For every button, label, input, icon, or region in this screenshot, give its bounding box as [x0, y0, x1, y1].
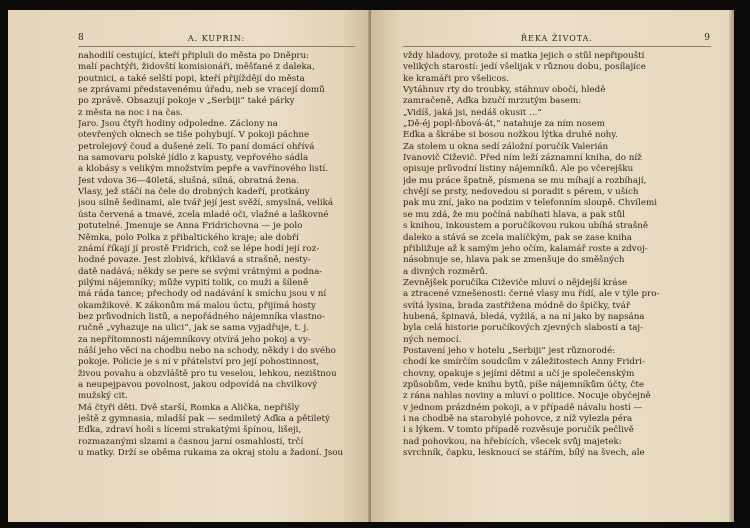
text-line: „Dě-éj popl-ňbová-át,“ natahuje za ním nosem — [403, 119, 606, 130]
text-line: chodí ke smírčím soudcům v záležitostech Anny Fridri- — [403, 357, 645, 368]
text-line: rozmazanými slzami a časnou jarní osmahlostí, trčí — [78, 436, 304, 447]
text-line: daleko a stává se zcela malíčkým, pak se zase kniha — [403, 232, 632, 243]
text-line: ných nemocí. — [403, 334, 462, 345]
text-line: Ivanovič Čiževič. Před ním leží záznamní kniha, do níž — [403, 153, 642, 164]
text-line: Jest vdova 36—40letá, slušná, silná, obratná žena. — [78, 175, 300, 186]
text-line: z města na noc i na čas. — [78, 107, 183, 118]
text-line: poutnici, a také selští popi, kteří přijíždějí do města — [78, 73, 305, 84]
text-line: známí říkají jí prostě Fridrich, což se lépe hodí její roz- — [78, 243, 320, 254]
text-line: se mu zdá, že mu počíná nabíhati hlava, a pak stůl — [403, 209, 625, 220]
right-page — [371, 10, 729, 522]
text-line: bez průvodních listů, a nepořádného nájemníka vlastno- — [78, 311, 325, 322]
text-line: a divných rozměrů. — [403, 266, 488, 277]
left-page-number: 8 — [78, 33, 85, 43]
text-line: potutelné. Jmenuje se Anna Fridrichovna — je polo — [78, 221, 303, 232]
text-line: hubená, špinavá, bledá, vyžilá, a na ní jako by napsána — [403, 311, 645, 322]
text-line: okamžikové. K zákonům má malou úctu, přijímá hosty — [78, 300, 316, 311]
text-line: byla celá historie poručíkových zjevných slabostí a taj- — [403, 323, 644, 334]
text-line: za nepřítomnosti nájemníkovy otvírá jeho pokoj a vy- — [78, 334, 311, 345]
text-line: ještě z gymnasia, mladší pak — sedmiletý Aďka a pětiletý — [78, 414, 330, 424]
text-line: ke kramáři pro všelicos. — [403, 73, 509, 84]
text-line: jde mu práce špatně, písmena se mu míhají a rozbíhají, — [403, 175, 647, 186]
page-edge — [729, 10, 734, 522]
right-running-title: ŘEKA ŽIVOTA. — [521, 34, 593, 43]
text-line: pak mu zní, jako na podzim v telefonním sloupě. Chvílemi — [403, 198, 657, 209]
text-line: svítá lysina, brada zastřižena módně do špičky, tvář — [403, 300, 631, 311]
text-line: přibližuje až k samým jeho očím, kalamář roste a zdvoj- — [403, 243, 648, 254]
left-running-title: A. KUPRIN: — [187, 34, 246, 43]
text-line: nad pohovkou, na hřebících, všecek svůj majetek: — [403, 436, 622, 447]
text-line: „Vidíš, jaká jsi, nedáš okusit ...“ — [403, 107, 542, 118]
text-line: s knihou, inkoustem a poručíkovou rukou ubíhá strašně — [403, 221, 649, 232]
text-line: pilými nájemníky; může vypití tolik, co muži a šíleně — [78, 277, 309, 288]
text-line: ručně „vyhazuje na ulici“, jak se sama vyjadřuje, t. j. — [78, 323, 310, 334]
text-line: chovny, opakuje s jejími dětmi a učí je společenským — [403, 368, 635, 379]
text-line: u matky. Drží se oběma rukama za okraj stolu a žadoní. Jsou — [78, 448, 344, 459]
text-line: Zevnějšek poručíka Čiževiče mluví o nějdejší kráse — [403, 277, 628, 288]
text-line: Postavení jeho v hotelu „Serbiji“ jest různorodé: — [403, 345, 616, 356]
text-line: po zprávě. Obsazují pokoje v „Serbiji“ také párky — [78, 96, 295, 107]
text-line: pokoje. Policie je s ní v přátelství pro její pohostinnost, — [78, 357, 320, 368]
text-line: Němka, polo Polka z přibaltického kraje; ale dobří — [78, 232, 299, 243]
text-line: chvějí se prsty, nedovedou si poradit s pérem, v uších — [403, 187, 639, 198]
right-page-text — [403, 51, 711, 459]
left-page — [8, 10, 371, 522]
text-line: i s lýkem. V tomto případě rozvěsuje poručík pečlivě — [403, 425, 634, 436]
left-page-header — [78, 30, 355, 47]
text-line: násobnuje se, hlava pak se zmenšuje do směšných — [403, 255, 625, 266]
text-line: otevřených oknech se tiše pohybují. V pokoji páchne — [78, 130, 310, 141]
text-line: hodné povaze. Jest zlobivá, křiklavá a strašně, nesty- — [78, 255, 311, 266]
text-line: Za stolem u okna sedí záložní poručík Valerián — [403, 141, 609, 152]
open-book — [8, 10, 734, 522]
left-page-text — [78, 51, 355, 459]
text-line: Eďka, zdraví hoši s lícemi strakatými špínou, lišeji, — [78, 425, 302, 436]
right-page-header — [403, 30, 711, 47]
text-line: Eďka a škrábe si bosou nožkou lýtka druhé nohy. — [403, 130, 618, 141]
text-line: mužský cit. — [78, 391, 128, 402]
text-line: Vlasy, jež stáčí na čele do drobných kadeří, protkány — [78, 187, 310, 198]
text-line: i na chodbě na starobylé pohovce, z níž vylezla péra — [403, 414, 633, 424]
text-line: živou povahu a obzvláště pro tu veselou, lehkou, nezištnou — [78, 368, 337, 379]
text-line: nahodilí cestující, kteří připluli do města po Dněpru: — [78, 51, 310, 61]
text-line: náší jeho věci na chodbu nebo na schody, někdy i do svého — [78, 345, 336, 356]
text-line: v jednom prázdném pokoji, a v případě návalu hostí — — [403, 402, 643, 413]
text-line: ústa červená a tmavé, zcela mladé oči, vlažné a laškovné — [78, 209, 329, 220]
text-line: Vytáhnuv rty do troubky, stáhnuv obočí, hledě — [403, 85, 606, 96]
text-line: opisuje průvodní listiny nájemníků. Ale po včerejšku — [403, 164, 634, 175]
text-line: Jaro. Jsou čtyři hodiny odpoledne. Záclony na — [78, 119, 278, 130]
text-line: a klobásy s velikým množstvím pepře a vavřínového listí. — [78, 164, 329, 175]
text-line: vždy hladovy, protože si matka jejich o stůl nepřipouští — [403, 51, 645, 61]
text-line: a ztracené vznešenosti: černé vlasy mu řídí, ale v týle pro- — [403, 289, 660, 300]
text-line: na samovaru polské jídlo z kapusty, vepřového sádla — [78, 153, 309, 164]
text-line: jsou silně šedinami, ale tvář její jest svěží, smyslná, veliká — [78, 198, 334, 209]
text-line: způsobům, vede knihu bytů, píše nájemníkům účty, čte — [403, 379, 645, 390]
text-line: svrchník, čapku, lesknoucí se stářím, bílý na švech, ale — [403, 448, 645, 459]
text-line: z rána nahlas noviny a mluví o politice. Nocuje obyčejně — [403, 391, 651, 402]
text-line: Má čtyři děti. Dvě starší, Romka a Alička, nepřišly — [78, 402, 300, 413]
text-line: se zprávami představenému úřadu, neb se vracejí domů — [78, 85, 325, 96]
text-line: datě nadává; někdy se pere se svými vrátnými a podna- — [78, 266, 323, 277]
text-line: velikých starostí: jedí všelijak v různou dobu, posílajíce — [403, 62, 646, 73]
text-line: má ráda tance; přechody od nadávání k smíchu jsou v ní — [78, 289, 327, 300]
right-page-number: 9 — [704, 33, 711, 43]
text-line: a neupejpavou povolnost, jakou odpovídá na chvilkový — [78, 379, 318, 390]
text-line: malí pachtýři, židovští komisionáři, měšťané z daleka, — [78, 62, 315, 73]
text-line: zamračeně, Aďka bzučí mrzutým basem: — [403, 96, 582, 107]
text-line: petrolejový čoud a dušené zelí. To paní domácí ohřívá — [78, 141, 315, 152]
